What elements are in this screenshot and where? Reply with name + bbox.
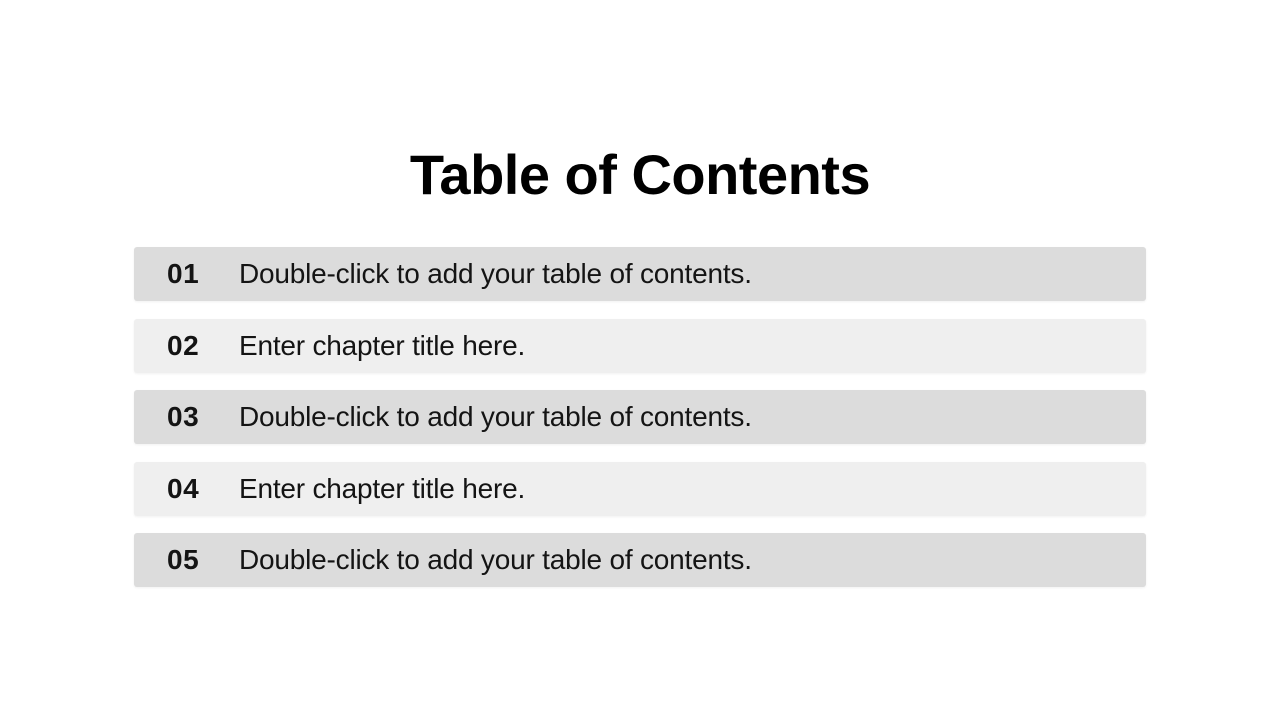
chapter-title-placeholder: Enter chapter title here. [239, 472, 526, 504]
chapter-number: 02 [167, 329, 200, 361]
toc-row-01[interactable] [134, 247, 1146, 301]
toc-row-03[interactable] [134, 390, 1146, 444]
slide-title[interactable]: Table of Contents [409, 143, 871, 206]
chapter-number: 05 [167, 544, 200, 575]
chapter-number: 04 [167, 472, 200, 504]
chapter-title-placeholder: Double-click to add your table of contents. [239, 258, 752, 289]
chapter-number: 03 [167, 401, 200, 432]
chapter-title-placeholder: Enter chapter title here. [239, 329, 526, 361]
toc-row-04[interactable] [134, 462, 1146, 516]
chapter-number: 01 [167, 258, 200, 289]
toc-list [134, 247, 1146, 605]
chapter-title-placeholder: Double-click to add your table of contents. [239, 401, 752, 432]
chapter-title-placeholder: Double-click to add your table of contents. [239, 544, 752, 575]
toc-row-02[interactable] [134, 319, 1146, 373]
toc-row-05[interactable] [134, 533, 1146, 587]
